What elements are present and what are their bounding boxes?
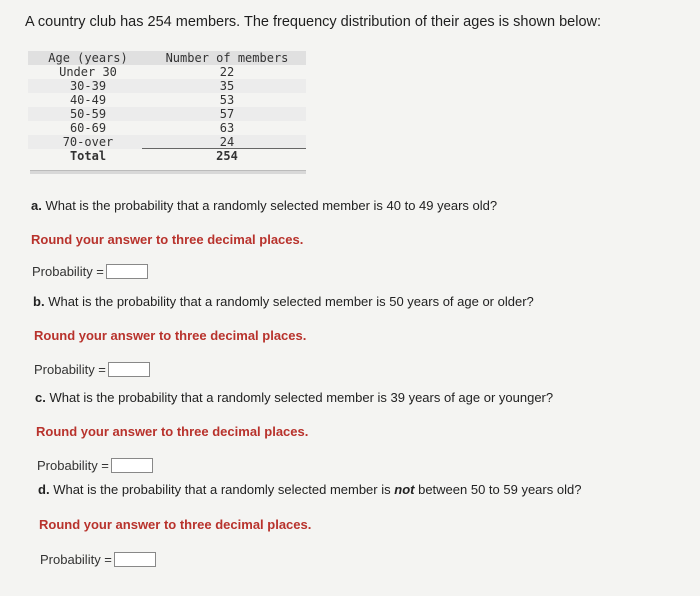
count-cell: 57 bbox=[219, 107, 235, 121]
age-cell: 50-59 bbox=[69, 107, 107, 121]
problem-intro: A country club has 254 members. The frequency distribution of their ages is shown below: bbox=[25, 14, 602, 30]
answer-input-c[interactable] bbox=[111, 458, 153, 473]
header-members: Number of members bbox=[165, 51, 289, 65]
age-cell: 70-over bbox=[62, 135, 114, 149]
question-letter: c. bbox=[35, 390, 46, 405]
count-cell: 63 bbox=[219, 121, 235, 135]
probability-label: Probability = bbox=[32, 264, 104, 279]
question-text-start: What is the probability that a randomly selected member is bbox=[53, 482, 391, 497]
header-age: Age (years) bbox=[48, 51, 128, 65]
round-instruction-b: Round your answer to three decimal places. bbox=[34, 328, 307, 343]
age-cell: Under 30 bbox=[59, 65, 117, 79]
total-divider bbox=[142, 148, 306, 149]
probability-row-a bbox=[32, 264, 148, 279]
total-value: 254 bbox=[216, 149, 238, 163]
probability-label: Probability = bbox=[40, 552, 112, 567]
answer-input-d[interactable] bbox=[114, 552, 156, 567]
round-instruction-a: Round your answer to three decimal places. bbox=[31, 232, 304, 247]
table-row bbox=[28, 121, 306, 135]
total-label: Total bbox=[69, 149, 107, 163]
count-cell: 24 bbox=[219, 135, 235, 149]
answer-input-a[interactable] bbox=[106, 264, 148, 279]
question-letter: d. bbox=[38, 482, 50, 497]
table-row bbox=[28, 135, 306, 149]
table-row bbox=[28, 93, 306, 107]
question-text: What is the probability that a randomly selected member is 40 to 49 years old? bbox=[45, 198, 498, 213]
probability-row-d bbox=[40, 552, 156, 567]
probability-label: Probability = bbox=[37, 458, 109, 473]
question-letter: b. bbox=[33, 294, 45, 309]
probability-label: Probability = bbox=[34, 362, 106, 377]
round-instruction-c: Round your answer to three decimal places. bbox=[36, 424, 309, 439]
probability-row-b bbox=[34, 362, 150, 377]
table-row bbox=[28, 79, 306, 93]
question-d bbox=[38, 482, 581, 497]
count-cell: 22 bbox=[219, 65, 235, 79]
age-cell: 40-49 bbox=[69, 93, 107, 107]
table-total-row bbox=[28, 149, 306, 163]
age-cell: 30-39 bbox=[69, 79, 107, 93]
count-cell: 35 bbox=[219, 79, 235, 93]
question-emphasis-not: not bbox=[394, 482, 415, 497]
question-text: What is the probability that a randomly selected member is 39 years of age or younger? bbox=[49, 390, 554, 405]
frequency-table bbox=[28, 51, 306, 163]
question-text: What is the probability that a randomly selected member is 50 years of age or older? bbox=[48, 294, 534, 309]
question-c bbox=[35, 390, 553, 405]
question-text-end: between 50 to 59 years old? bbox=[418, 482, 582, 497]
probability-row-c bbox=[37, 458, 153, 473]
round-instruction-d: Round your answer to three decimal places. bbox=[39, 517, 312, 532]
answer-input-b[interactable] bbox=[108, 362, 150, 377]
table-row bbox=[28, 65, 306, 79]
question-a bbox=[31, 198, 497, 213]
table-header bbox=[28, 51, 306, 65]
question-b bbox=[33, 294, 534, 309]
question-letter: a. bbox=[31, 198, 42, 213]
count-cell: 53 bbox=[219, 93, 235, 107]
age-cell: 60-69 bbox=[69, 121, 107, 135]
table-bottom-rule bbox=[30, 170, 306, 174]
table-row bbox=[28, 107, 306, 121]
